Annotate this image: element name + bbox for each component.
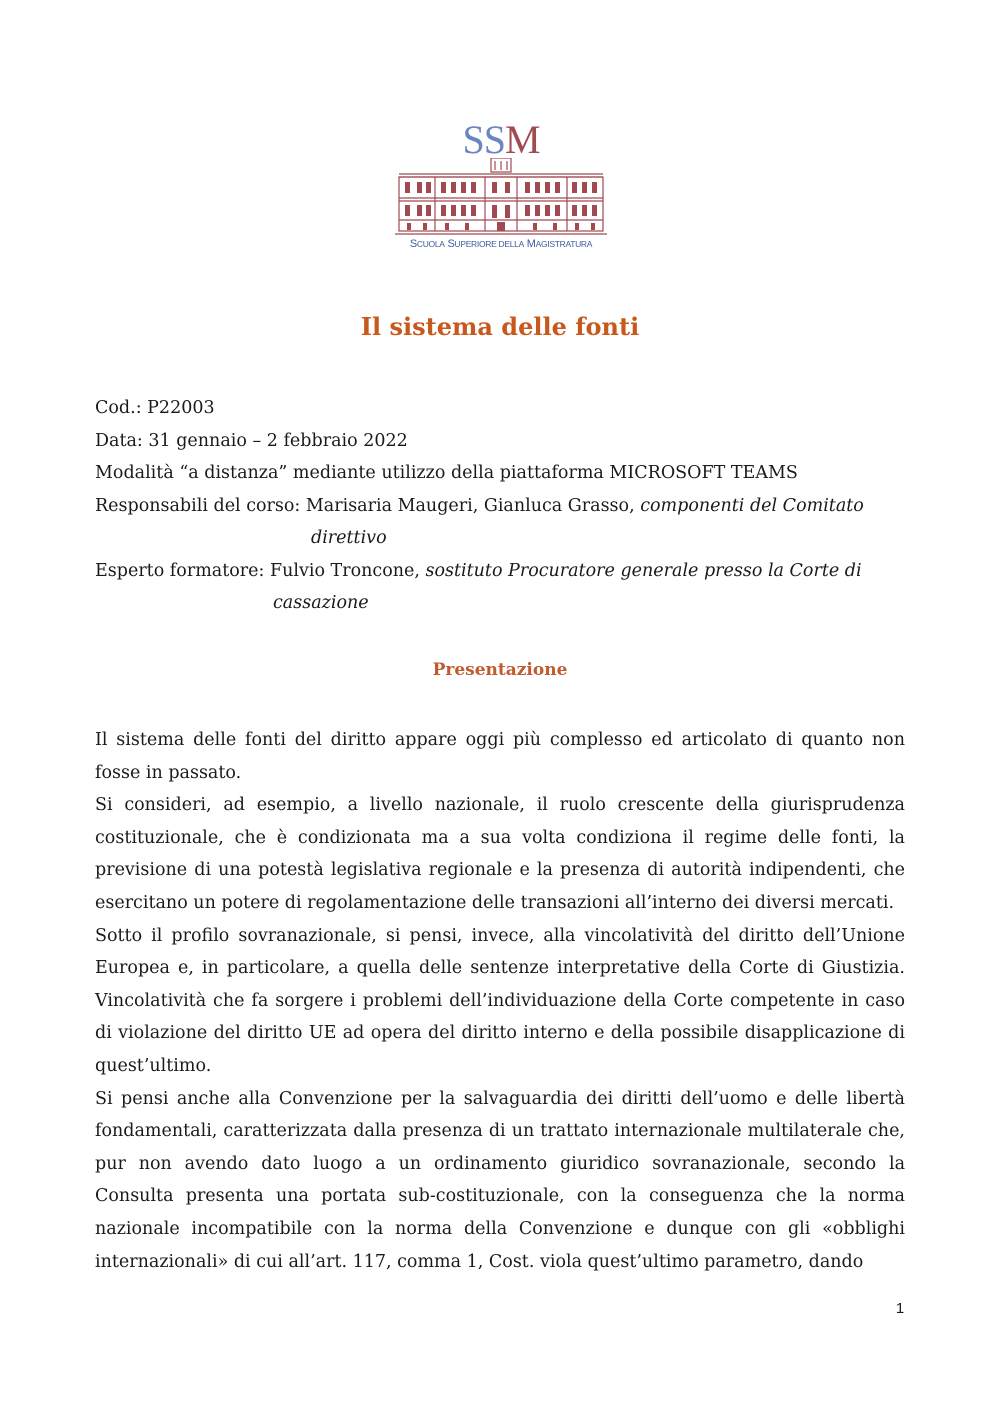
palace-illustration xyxy=(395,158,607,238)
page-number: 1 xyxy=(895,1300,905,1317)
body-paragraph: Si pensi anche alla Convenzione per la salvaguardia dei diritti dell’uomo e delle libertà fondamentali, caratterizzata dalla presenza di un trattato internazionale multilaterale che, pur non avendo dato luogo a un ordinamento giuridico sovranazionale, secondo la Consulta presenta una portata sub-costituzionale, con la conseguenza che la norma nazionale incompatibile con la norma della Convenzione e dunque con gli «obblighi internazionali» di cui all’art. 117, comma 1, Cost. viola quest’ultimo parametro, dando xyxy=(95,1088,905,1272)
expert-role-continuation: cassazione xyxy=(273,593,369,613)
expert-name: Fulvio Troncone, xyxy=(269,561,426,581)
course-code-value: P22003 xyxy=(147,398,215,418)
course-managers-line xyxy=(95,495,864,517)
logo-letters: SSM xyxy=(462,117,540,162)
expert-trainer-line xyxy=(95,560,862,582)
course-date-line xyxy=(95,430,408,452)
managers-names: Marisaria Maugeri, Gianluca Grasso, xyxy=(305,496,641,516)
course-mode-line: Modalità “a distanza” mediante utilizzo della piattaforma MICROSOFT TEAMS xyxy=(95,463,798,483)
body-paragraph: Il sistema delle fonti del diritto appare oggi più complesso ed articolato di quanto non fosse in passato. xyxy=(95,730,905,783)
course-code-label: Cod.: xyxy=(95,398,148,418)
ssm-logo xyxy=(395,118,607,256)
section-heading-presentazione: Presentazione xyxy=(432,660,568,680)
expert-role: sostituto Procuratore generale presso la Corte di xyxy=(425,561,862,581)
course-date-value: 31 gennaio – 2 febbraio 2022 xyxy=(148,431,408,451)
managers-role-continuation: direttivo xyxy=(311,528,387,548)
expert-label: Esperto formatore: xyxy=(95,561,270,581)
course-code-line xyxy=(95,397,215,419)
body-paragraph: Si consideri, ad esempio, a livello nazionale, il ruolo crescente della giurisprudenza costituzionale, che è condizionata ma a sua volta condiziona il regime delle fonti, la previsione di una potestà legislativa regionale e la presenza di autorità indipendenti, che esercitano un potere di regolamentazione delle transazioni all’interno dei diversi mercati. xyxy=(95,795,905,913)
document-title: Il sistema delle fonti xyxy=(360,312,640,341)
presentation-body xyxy=(95,724,905,1278)
managers-role: componenti del Comitato xyxy=(640,496,864,516)
logo-caption: SCUOLA SUPERIORE DELLA MAGISTRATURA xyxy=(409,238,593,250)
course-date-label: Data: xyxy=(95,431,149,451)
managers-label: Responsabili del corso: xyxy=(95,496,306,516)
body-paragraph: Sotto il profilo sovranazionale, si pensi, invece, alla vincolatività del diritto dell’Unione Europea e, in particolare, a quella delle sentenze interpretative della Corte di Giustizia. Vincolatività che fa sorgere i problemi dell’individuazione della Corte competente in caso di violazione del diritto UE ad opera del diritto interno e della possibile disapplicazione di quest’ultimo. xyxy=(95,925,905,1076)
